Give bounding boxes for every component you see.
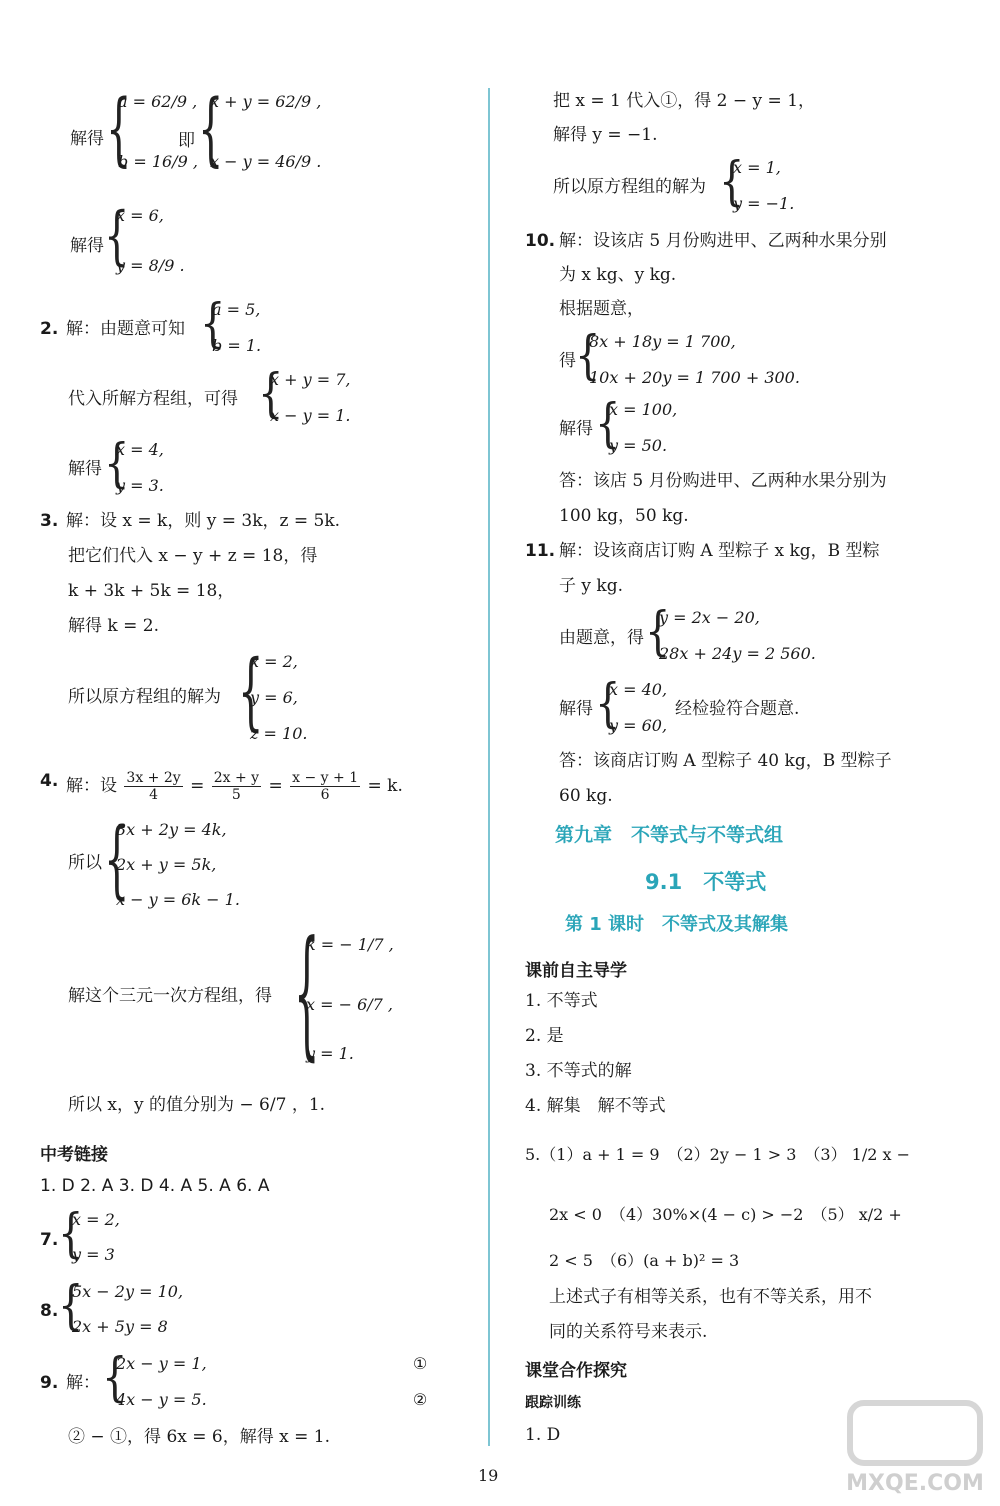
kq-item: 上述式子有相等关系，也有不等关系，用不 xyxy=(549,1287,872,1307)
sol-ab-prefix: 解得 xyxy=(70,129,104,149)
brace: { xyxy=(238,643,264,741)
lesson-title: 第 1 课时 不等式及其解集 xyxy=(565,914,789,935)
brace: { xyxy=(106,84,132,176)
brace: { xyxy=(595,394,621,454)
watermark-logo xyxy=(840,1398,990,1498)
eq-line: 4x − y = 5. xyxy=(116,1390,207,1409)
brace: { xyxy=(198,84,224,176)
numerator: 3x + 2y xyxy=(126,770,181,786)
q3-line: 解：设 x = k，则 y = 3k，z = 5k. xyxy=(66,511,341,531)
eq-line: x = 6, xyxy=(116,206,164,225)
denominator: 6 xyxy=(320,787,330,803)
brace: { xyxy=(58,1276,84,1336)
chapter-title: 第九章 不等式与不等式组 xyxy=(555,824,784,846)
q3-line: k + 3k + 5k = 18， xyxy=(68,581,235,601)
kq-item: 2 < 5 （6）(a + b)² = 3 xyxy=(549,1251,740,1270)
fraction xyxy=(212,770,261,803)
eq-line: y = 50. xyxy=(609,436,668,455)
brace: { xyxy=(200,294,226,354)
q9-line: 把 x = 1 代入①，得 2 − y = 1， xyxy=(553,91,816,111)
q3-line: 把它们代入 x − y + z = 18，得 xyxy=(68,546,318,566)
eq-line: 2x + 5y = 8 xyxy=(72,1317,168,1336)
gz-item: 1. D xyxy=(525,1425,561,1445)
eq-line: 28x + 24y = 2 560. xyxy=(659,644,816,663)
circled-one: ① xyxy=(412,1354,428,1373)
eq-line: a = 62/9 , xyxy=(118,92,198,111)
brace: { xyxy=(258,364,284,424)
q10-line: 为 x kg、y kg. xyxy=(559,265,677,285)
q10-line: 根据题意， xyxy=(559,299,644,319)
brace: { xyxy=(595,674,621,734)
zhongkao-heading: 中考链接 xyxy=(40,1145,108,1165)
q3-line: 解得 k = 2. xyxy=(68,616,159,636)
q3-result-prefix: 所以原方程组的解为 xyxy=(68,687,221,707)
eq-line: k = − 1/7 , xyxy=(306,935,394,954)
q3-number: 3. xyxy=(40,511,59,531)
eq-line: y = 60, xyxy=(609,716,668,735)
q10-answer: 答：该店 5 月份购进甲、乙两种水果分别为 xyxy=(559,471,887,491)
brace: { xyxy=(575,326,601,386)
eq-line: x = 40, xyxy=(609,680,668,699)
eq-line: y = 3 xyxy=(72,1245,115,1264)
sol-ab-ji: 即 xyxy=(178,131,195,151)
kq-item: 同的关系符号来表示. xyxy=(549,1322,708,1342)
q2-substitute: 代入所解方程组，可得 xyxy=(68,389,238,409)
eq-line: x + y = 62/9 , xyxy=(210,92,322,111)
zhongkao-answers: 1. D 2. A 3. D 4. A 5. A 6. A xyxy=(40,1176,270,1196)
q10-de: 得 xyxy=(559,351,576,371)
eq-line: x + y = 7, xyxy=(270,370,351,389)
q4-final: 所以 x，y 的值分别为 − 6/7 ，1. xyxy=(68,1095,326,1115)
q2-result-prefix: 解得 xyxy=(68,459,102,479)
eq-line: y = −1. xyxy=(733,194,795,213)
q10-result-prefix: 解得 xyxy=(559,419,593,439)
brace: { xyxy=(104,434,130,494)
q10-answer: 100 kg，50 kg. xyxy=(559,506,689,526)
q9-result-prefix: 所以原方程组的解为 xyxy=(553,177,706,197)
q2-number: 2. xyxy=(40,319,59,339)
q4-prefix: 解：设 xyxy=(66,776,117,796)
eq-line: b = 16/9 , xyxy=(118,152,198,171)
equals-sign: = xyxy=(190,776,205,796)
eq-line: x = − 6/7 , xyxy=(306,995,394,1014)
page-number: 19 xyxy=(478,1466,499,1485)
eq-line: x − y = 46/9 . xyxy=(210,152,322,171)
eq-line: 2x − y = 1, xyxy=(116,1354,207,1373)
q8-number: 8. xyxy=(40,1301,59,1321)
eq-line: x − y = 1. xyxy=(270,406,351,425)
eq-line: x = 4, xyxy=(116,440,164,459)
kq-item: 2x < 0 （4）30%×(4 − c) > −2 （5） x/2 + xyxy=(549,1205,902,1224)
brace: { xyxy=(645,602,671,662)
eq-line: b = 1. xyxy=(212,336,262,355)
brace: { xyxy=(58,1204,84,1264)
q4-so: 所以 xyxy=(68,853,102,873)
eq-line: a = 5, xyxy=(212,300,261,319)
brace: { xyxy=(719,152,745,212)
eq-line: 3x + 2y = 4k, xyxy=(116,820,227,839)
q4-suffix: = k. xyxy=(367,776,403,796)
kt-heading: 课堂合作探究 xyxy=(525,1361,627,1381)
gz-heading: 跟踪训练 xyxy=(525,1395,581,1411)
kq-item: 5.（1）a + 1 = 9 （2）2y − 1 > 3 （3） 1/2 x − xyxy=(525,1145,911,1164)
q11-check: 经检验符合题意. xyxy=(675,699,800,719)
eq-line: y = 2x − 20, xyxy=(659,608,760,627)
q7-number: 7. xyxy=(40,1230,59,1250)
eq-line: 2x + y = 5k, xyxy=(116,855,217,874)
q11-answer: 答：该商店订购 A 型粽子 40 kg，B 型粽子 xyxy=(559,751,892,771)
numerator: 2x + y xyxy=(213,770,260,786)
eq-line: 10x + 20y = 1 700 + 300. xyxy=(589,368,800,387)
brace: { xyxy=(294,914,320,1076)
fraction xyxy=(124,770,182,803)
eq-line: x − y = 6k − 1. xyxy=(116,890,240,909)
q4-solve: 解这个三元一次方程组，得 xyxy=(68,986,272,1006)
brace: { xyxy=(102,1348,128,1408)
circled-two: ② xyxy=(412,1390,428,1409)
eq-line: y = 3. xyxy=(116,476,164,495)
sol-xy-prefix: 解得 xyxy=(70,236,104,256)
eq-line: z = 10. xyxy=(250,724,308,743)
eq-line: y = 1. xyxy=(306,1044,354,1063)
eq-line: x = 2, xyxy=(72,1210,120,1229)
q4-setup xyxy=(66,770,403,803)
watermark-text: MXQE.COM xyxy=(846,1471,984,1496)
q4-number: 4. xyxy=(40,771,59,791)
kq-item: 3. 不等式的解 xyxy=(525,1061,632,1081)
q9-number: 9. xyxy=(40,1373,59,1393)
q11-line: 解：设该商店订购 A 型粽子 x kg，B 型粽 xyxy=(559,541,880,561)
q9-prefix: 解： xyxy=(66,1373,100,1393)
kq-item: 2. 是 xyxy=(525,1026,564,1046)
eq-line: x = 100, xyxy=(609,400,678,419)
kq-item: 4. 解集 解不等式 xyxy=(525,1096,666,1116)
q11-answer: 60 kg. xyxy=(559,786,613,806)
numerator: x − y + 1 xyxy=(292,770,359,786)
brace: { xyxy=(104,811,130,909)
eq-line: y = 6, xyxy=(250,688,298,707)
equals-sign: = xyxy=(268,776,283,796)
q11-result-prefix: 解得 xyxy=(559,699,593,719)
fraction xyxy=(290,770,360,803)
eq-line: x = 2, xyxy=(250,652,298,671)
q10-number: 10. xyxy=(525,231,556,251)
kq-heading: 课前自主导学 xyxy=(525,961,627,981)
q9-line: 解得 y = −1. xyxy=(553,125,658,145)
brace: { xyxy=(104,199,130,273)
q2-text: 解：由题意可知 xyxy=(66,319,185,339)
eq-line: x = 1, xyxy=(733,158,781,177)
q9-line: ② − ①，得 6x = 6，解得 x = 1. xyxy=(68,1427,330,1447)
eq-line: 8x + 18y = 1 700, xyxy=(589,332,736,351)
q11-line: 子 y kg. xyxy=(559,576,623,596)
column-divider xyxy=(488,88,490,1446)
eq-line: 5x − 2y = 10, xyxy=(72,1282,184,1301)
section-title: 9.1 不等式 xyxy=(645,870,767,894)
q11-prefix: 由题意，得 xyxy=(559,628,644,648)
eq-line: y = 8/9 . xyxy=(116,256,185,275)
denominator: 5 xyxy=(231,787,241,803)
denominator: 4 xyxy=(149,787,158,803)
q10-line: 解：设该店 5 月份购进甲、乙两种水果分别 xyxy=(559,231,887,251)
kq-item: 1. 不等式 xyxy=(525,991,598,1011)
q11-number: 11. xyxy=(525,541,556,561)
